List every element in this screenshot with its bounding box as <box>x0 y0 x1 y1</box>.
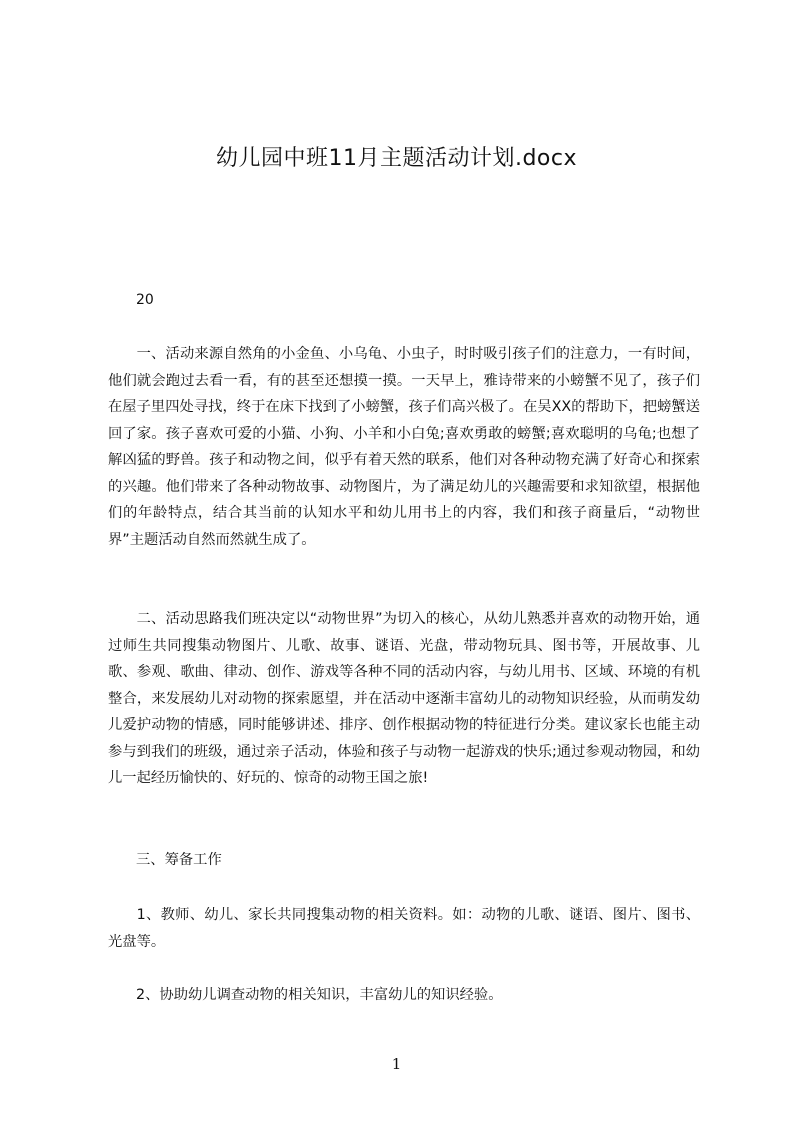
list-item-preparation-1: 1、教师、幼儿、家长共同搜集动物的相关资料。如：动物的儿歌、谜语、图片、图书、光盘等。 <box>108 907 700 950</box>
paragraph-activity-plan: 二、活动思路我们班决定以“动物世界”为切入的核心，从幼儿熟悉并喜欢的动物开始，通过师生共同搜集动物图片、儿歌、故事、谜语、光盘，带动物玩具、图书等，开展故事、儿歌、参观、歌曲、律动、创作、游戏等各种不同的活动内容，与幼儿用书、区域、环境的有机整合，来发展幼儿对动物的探索愿望，并在活动中逐渐丰富幼儿的动物知识经验，从而萌发幼儿爱护动物的情感，同时能够讲述、排序、创作根据动物的特征进行分类。建议家长也能主动参与到我们的班级，通过亲子活动，体验和孩子与动物一起游戏的快乐;通过参观动物园，和幼儿一起经历愉快的、好玩的、惊奇的动物王国之旅! <box>108 611 700 786</box>
list-item-preparation-2: 2、协助幼儿调查动物的相关知识，丰富幼儿的知识经验。 <box>136 987 503 1003</box>
document-title: 幼儿园中班11月主题活动计划.docx <box>215 146 578 171</box>
page-number: 1 <box>391 1055 402 1073</box>
paragraph-activity-source: 一、活动来源自然角的小金鱼、小乌龟、小虫子，时时吸引孩子们的注意力，一有时间，他们就会跑过去看一看，有的甚至还想摸一摸。一天早上，雅诗带来的小螃蟹不见了，孩子们在屋子里四处寻找，终于在床下找到了小螃蟹，孩子们高兴极了。在吴XX的帮助下，把螃蟹送回了家。孩子喜欢可爱的小猫、小狗、小羊和小白兔;喜欢勇敢的螃蟹;喜欢聪明的乌龟;也想了解凶猛的野兽。孩子和动物之间，似乎有着天然的联系，他们对各种动物充满了好奇心和探索的兴趣。他们带来了各种动物故事、动物图片，为了满足幼儿的兴趣需要和求知欲望，根据他们的年龄特点，结合其当前的认知水平和幼儿用书上的内容，我们和孩子商量后，“动物世界”主题活动自然而然就生成了。 <box>108 346 700 548</box>
year-fragment: 20 <box>136 292 154 308</box>
section-heading-preparation: 三、筹备工作 <box>136 852 222 868</box>
